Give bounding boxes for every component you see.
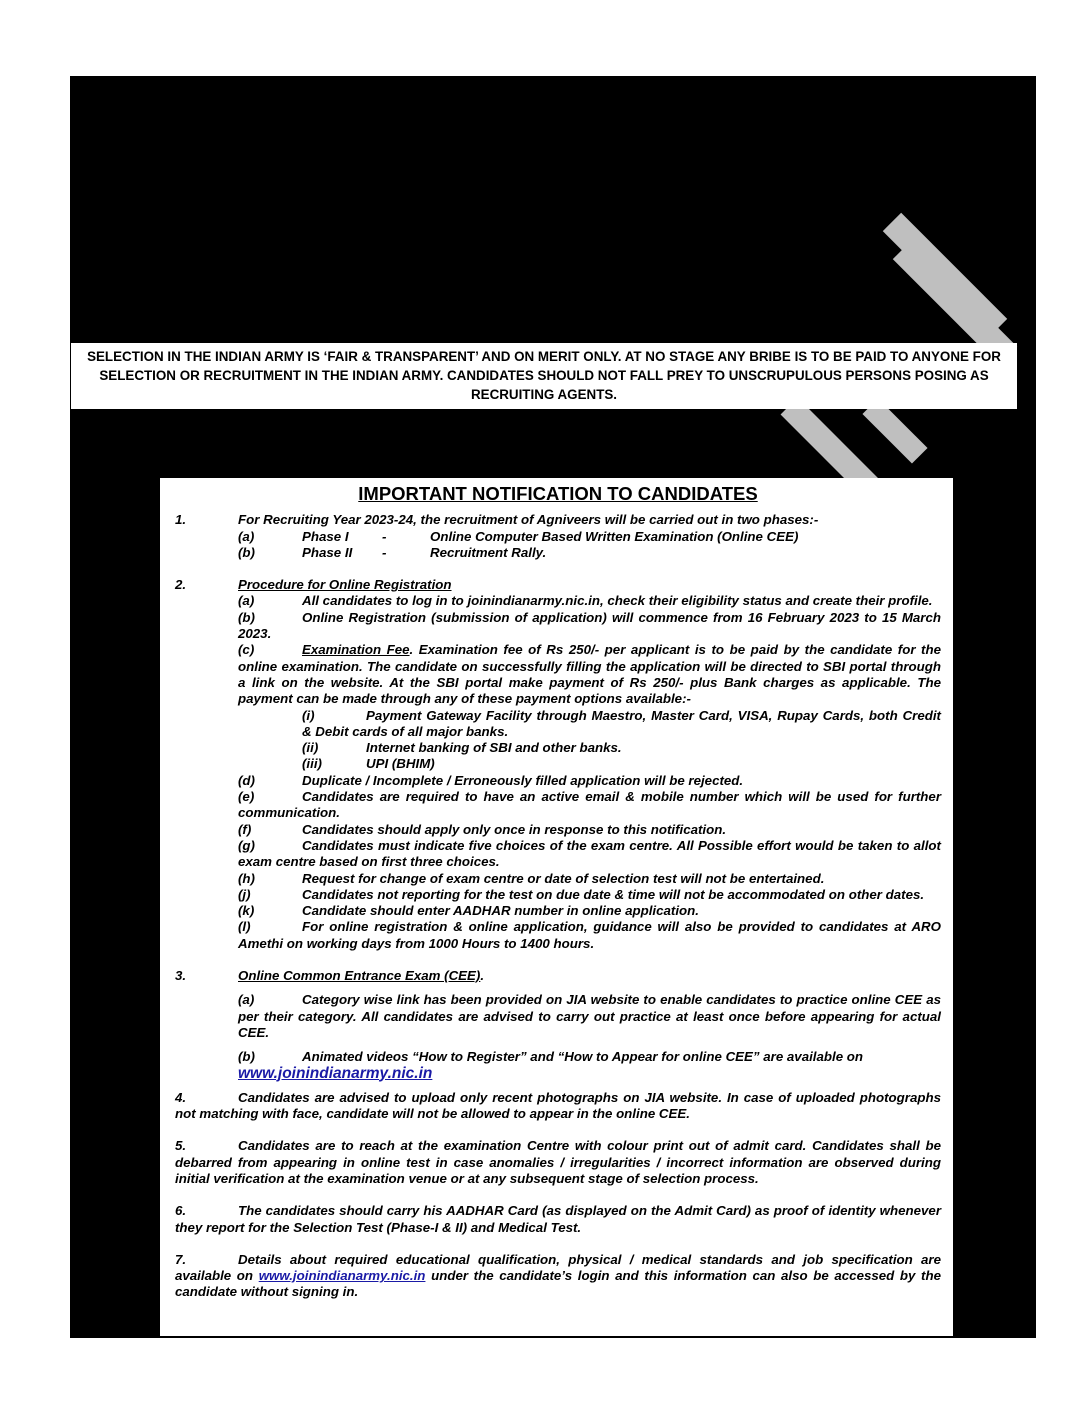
- sub-item: (g) Candidates must indicate five choices of the exam centre. All Possible effort would be taken to allot exam centre based on first three choices.: [238, 837, 941, 870]
- joinindianarmy-link[interactable]: www.joinindianarmy.nic.in: [238, 1064, 433, 1082]
- para-1: 1. For Recruiting Year 2023-24, the recruitment of Agniveers will be carried out in two phases:-: [175, 512, 819, 528]
- sub-item: (h) Request for change of exam centre or date of selection test will not be entertained.: [238, 870, 825, 886]
- sub-item: (a) Category wise link has been provided on JIA website to enable candidates to practice online CEE as per their category. All candidates are advised to carry out practice at least once before appearing for actual CEE.: [238, 992, 941, 1040]
- para-3: 3. Online Common Entrance Exam (CEE).: [175, 968, 485, 984]
- sub-item: (c) Examination Fee. Examination fee of Rs 250/- per applicant is to be paid by the candidate for the online examination. The candidate on successfully filling the application will be directed to SBI portal through a link on the website. At the SBI portal make payment of Rs 250/- plus Bank charges as applicable. The payment can be made through any of these payment options available:-: [238, 642, 941, 707]
- payment-option: (i) Payment Gateway Facility through Maestro, Master Card, VISA, Rupay Cards, both Credit & Debit cards of all major banks.: [302, 707, 941, 739]
- section-heading: Procedure for Online Registration: [238, 577, 452, 593]
- sub-item: (f) Candidates should apply only once in response to this notification.: [238, 821, 727, 837]
- payment-option: (iii) UPI (BHIM): [302, 756, 435, 772]
- payment-option: (ii) Internet banking of SBI and other banks.: [302, 740, 622, 756]
- sub-item: (b) Animated videos “How to Register” and “How to Appear for online CEE” are available on www.joinindianarmy.nic.in: [238, 1049, 864, 1082]
- sub-item: (k) Candidate should enter AADHAR number in online application.: [238, 903, 699, 919]
- sub-item: (d) Duplicate / Incomplete / Erroneously filled application will be rejected.: [238, 772, 744, 788]
- para-7: 7. Details about required educational qualification, physical / medical standards and job specification are available on www.joinindianarmy.nic.in under the candidate’s login and this information can also be accessed by the candidate without signing in.: [175, 1251, 941, 1300]
- para-2: 2. Procedure for Online Registration: [175, 577, 452, 593]
- para-6: 6. The candidates should carry his AADHAR Card (as displayed on the Admit Card) as proof of identity whenever they report for the Selection Test (Phase-I & II) and Medical Test.: [175, 1203, 941, 1235]
- para-4: 4. Candidates are advised to upload only recent photographs on JIA website. In case of uploaded photographs not matching with face, candidate will not be allowed to appear in the online CEE.: [175, 1089, 941, 1122]
- notice-title: IMPORTANT NOTIFICATION TO CANDIDATES: [358, 483, 758, 504]
- joinindianarmy-link[interactable]: www.joinindianarmy.nic.in: [258, 1268, 426, 1284]
- sub-item: (l) For online registration & online application, guidance will also be provided to candidates at ARO Amethi on working days from 1000 Hours to 1400 hours.: [238, 919, 941, 951]
- section-heading: Online Common Entrance Exam (CEE): [238, 968, 481, 984]
- para-5: 5. Candidates are to reach at the examination Centre with colour print out of admit card. Candidates shall be debarred from appearing in online test in case anomalies / irregularities / incorrect information are observed during initial verification at the examination venue or at any subsequent stage of selection process.: [175, 1138, 941, 1186]
- sub-item: (b) Online Registration (submission of application) will commence from 16 February 2023 to 15 March 2023.: [238, 609, 941, 642]
- examination-fee-heading: Examination Fee: [302, 642, 410, 658]
- notification-box: [160, 478, 953, 1336]
- phase-item: (b) Phase II - Recruitment Rally.: [238, 544, 547, 560]
- phase-item: (a) Phase I - Online Computer Based Written Examination (Online CEE): [238, 528, 799, 544]
- sub-item: (a) All candidates to log in to joinindianarmy.nic.in, check their eligibility status and create their profile.: [238, 593, 933, 609]
- sub-item: (j) Candidates not reporting for the test on due date & time will not be accommodated on other dates.: [238, 886, 925, 902]
- sub-item: (e) Candidates are required to have an active email & mobile number which will be used for further communication.: [238, 789, 941, 821]
- anti-bribery-warning: SELECTION IN THE INDIAN ARMY IS ‘FAIR & TRANSPARENT’ AND ON MERIT ONLY. AT NO STAGE ANY BRIBE IS TO BE PAID TO ANYONE FOR SELECTION OR RECRUITMENT IN THE INDIAN ARMY. CANDIDATES SHOULD NOT FALL PREY TO UNSCRUPULOUS PERSONS POSING AS RECRUITING AGENTS.: [71, 343, 1017, 409]
- para-number: 1.: [175, 512, 187, 528]
